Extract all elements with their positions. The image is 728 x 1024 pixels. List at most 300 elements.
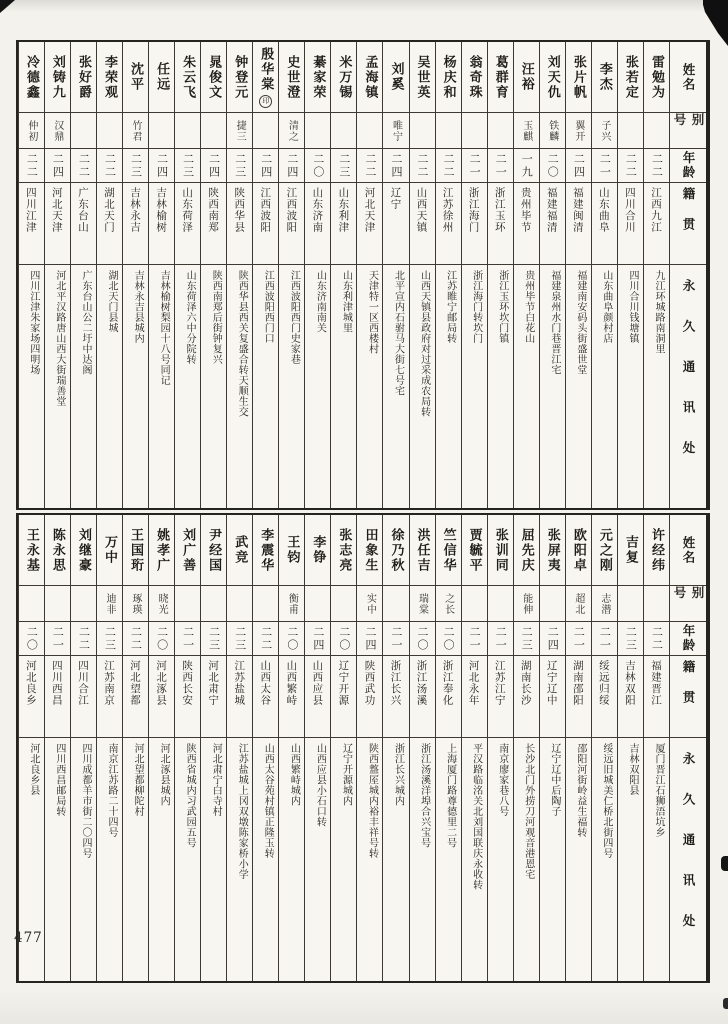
address-cell: 陕西南郑后街钟复兴 (210, 270, 222, 365)
address-cell: 山西太谷苑村镇正隆玉转 (262, 743, 274, 859)
alias-cell (123, 586, 148, 622)
native-place-cell (514, 183, 539, 265)
person-native-place: 江西波阳 (285, 187, 298, 233)
age-cell (514, 149, 539, 183)
age-cell (123, 622, 148, 656)
alias-cell (410, 113, 435, 149)
person-column (70, 42, 96, 508)
person-alias: 超北 (572, 592, 584, 615)
person-column (148, 42, 174, 508)
name-cell (253, 42, 278, 113)
age-cell (123, 149, 148, 183)
name-cell (357, 515, 382, 586)
person-column (539, 42, 565, 508)
person-age: 二三 (207, 625, 221, 652)
person-native-place: 陕西南郑 (207, 187, 220, 233)
person-native-place: 湖南长沙 (519, 660, 532, 706)
native-place-cell (488, 656, 513, 738)
name-cell (383, 42, 408, 113)
person-native-place: 河北涿县 (155, 660, 168, 706)
age-cell (71, 149, 96, 183)
address-cell: 邵阳河街岭益生福转 (574, 743, 586, 838)
age-cell (71, 622, 96, 656)
age-cell (357, 622, 382, 656)
person-name: 王永基 (23, 527, 39, 573)
person-age: 二一 (468, 625, 482, 652)
native-place-cell (357, 656, 382, 738)
address-cell: 山东曲阜颜村店 (600, 270, 612, 344)
address-cell: 四川成都羊市街二〇四号 (79, 743, 91, 859)
person-native-place: 浙江玉环 (493, 187, 506, 233)
row-label-address-text: 永久通讯处 (681, 279, 696, 482)
age-cell (462, 622, 487, 656)
age-cell (253, 622, 278, 656)
person-native-place: 陕西长安 (181, 660, 194, 706)
person-name: 贾毓平 (466, 527, 482, 573)
person-column (643, 515, 669, 981)
seal-mark: 印 (259, 95, 272, 108)
person-age: 二〇 (311, 152, 325, 179)
alias-cell (618, 113, 643, 149)
person-name: 刘继豪 (75, 527, 91, 573)
person-native-place: 四川江津 (24, 187, 37, 233)
person-age: 二一 (494, 625, 508, 652)
person-alias: 汉鼎 (51, 119, 63, 142)
person-name: 武竞 (232, 535, 248, 565)
person-column (304, 42, 330, 508)
address-cell: 河北肃宁白寺村 (210, 743, 222, 817)
person-column (18, 515, 44, 981)
person-alias: 子兴 (598, 119, 610, 142)
alias-cell (566, 586, 591, 622)
alias-cell (644, 113, 669, 149)
name-cell (123, 42, 148, 113)
person-native-place: 江苏江宁 (493, 660, 506, 706)
person-column (643, 42, 669, 508)
person-name: 王钧 (284, 535, 300, 565)
person-age: 二三 (624, 625, 638, 652)
age-cell (410, 149, 435, 183)
row-label-column (669, 42, 706, 508)
person-age: 二二 (129, 625, 143, 652)
age-cell (644, 622, 669, 656)
person-name: 钟登元 (232, 54, 248, 100)
alias-cell (305, 586, 330, 622)
person-native-place: 江苏南京 (102, 660, 115, 706)
person-age: 二一 (390, 625, 403, 652)
row-label-address (670, 265, 706, 508)
person-native-place: 辽宁开源 (337, 660, 350, 706)
native-place-cell (618, 656, 643, 738)
address-cell: 厦门晋江石狮浯坑乡 (653, 743, 664, 838)
person-native-place: 吉林双阳 (623, 660, 636, 706)
person-column (174, 515, 200, 981)
person-column (409, 515, 435, 981)
address-cell: 河北涿县城内 (158, 743, 170, 806)
row-label-age (670, 622, 706, 656)
alias-cell (71, 113, 96, 149)
person-age: 二二 (103, 152, 117, 179)
address-cell: 辽宁开源城内 (340, 743, 352, 806)
person-native-place: 陕西武功 (363, 660, 376, 706)
scan-artifact-top-left (0, 0, 15, 13)
alias-cell (436, 113, 461, 149)
name-cell (227, 515, 252, 586)
person-alias: 唯宁 (390, 119, 402, 142)
row-label-native-text: 籍贯 (681, 660, 696, 721)
name-cell (175, 42, 200, 113)
person-alias: 琢瑛 (130, 592, 142, 615)
alias-cell (462, 586, 487, 622)
person-age: 二四 (285, 152, 299, 179)
native-place-cell (123, 183, 148, 265)
person-column (96, 42, 122, 508)
name-cell (592, 515, 617, 586)
native-place-cell (305, 656, 330, 738)
person-native-place: 河北望都 (129, 660, 142, 706)
person-age: 二二 (363, 152, 377, 179)
person-age: 二〇 (285, 625, 299, 652)
person-name: 史世澄 (284, 54, 300, 100)
person-age: 二二 (650, 152, 664, 179)
address-cell: 山西繁峙城内 (288, 743, 300, 806)
native-place-cell (540, 656, 565, 738)
age-cell (305, 622, 330, 656)
native-place-cell (357, 183, 382, 265)
address-cell: 吉林双阳县 (626, 743, 638, 796)
address-cell: 四川合川钱塘镇 (626, 270, 638, 344)
age-cell (97, 149, 122, 183)
age-cell (644, 149, 669, 183)
native-place-cell (644, 656, 669, 738)
alias-cell (357, 586, 382, 622)
person-age: 二四 (390, 152, 403, 179)
native-place-cell (45, 183, 70, 265)
person-native-place: 江苏盐城 (233, 660, 246, 706)
age-cell (305, 149, 330, 183)
name-cell (436, 515, 461, 586)
age-cell (331, 149, 356, 183)
name-cell (410, 42, 435, 113)
address-cell: 陕西华县西关复盛合转天顺生交 (236, 270, 248, 417)
address-cell: 山西应县小石口转 (314, 743, 326, 827)
row-label-alias (670, 586, 706, 622)
person-age: 二二 (77, 625, 91, 652)
person-column (226, 42, 252, 508)
address-cell: 南京江苏路二十四号 (106, 743, 118, 838)
native-place-cell (644, 183, 669, 265)
age-cell (201, 149, 226, 183)
person-column (44, 515, 70, 981)
name-cell (123, 515, 148, 586)
page-number: 477 (14, 930, 43, 946)
person-native-place: 山西太谷 (259, 660, 272, 706)
person-name: 元之刚 (596, 527, 612, 573)
alias-cell (175, 113, 200, 149)
address-cell: 山东荷泽六中分院转 (184, 270, 196, 365)
person-age: 二一 (598, 152, 612, 179)
row-label-native-text: 籍贯 (681, 187, 696, 248)
person-column (617, 42, 643, 508)
person-alias: 捷三 (234, 119, 246, 142)
person-name: 孟海镇 (362, 54, 378, 100)
person-column (278, 42, 304, 508)
native-place-cell (305, 183, 330, 265)
name-cell (592, 42, 617, 113)
address-cell: 浙江汤溪洋埠合兴宝号 (418, 743, 430, 848)
age-cell (618, 622, 643, 656)
row-label-alias-text: 别号 (672, 113, 705, 132)
alias-cell (592, 113, 617, 149)
name-cell (279, 515, 304, 586)
person-column (382, 515, 408, 981)
age-cell (45, 149, 70, 183)
person-alias: 迪非 (103, 592, 115, 615)
person-native-place: 山东济南 (311, 187, 324, 233)
person-name: 洪任吉 (414, 527, 430, 573)
native-place-cell (331, 656, 356, 738)
name-cell (71, 42, 96, 113)
person-column (617, 515, 643, 981)
native-place-cell (592, 183, 617, 265)
person-age: 二三 (233, 625, 247, 652)
address-cell: 浙江长兴城内 (392, 743, 404, 806)
name-cell (331, 42, 356, 113)
age-cell (592, 149, 617, 183)
person-native-place: 四川西昌 (50, 660, 63, 706)
person-columns-top (18, 42, 669, 508)
age-cell (514, 622, 539, 656)
native-place-cell (462, 183, 487, 265)
address-cell: 福建南安码头街盛世堂 (574, 270, 586, 375)
person-column (565, 515, 591, 981)
native-place-cell (436, 183, 461, 265)
native-place-cell (540, 183, 565, 265)
row-label-alias (670, 113, 706, 149)
person-age: 二三 (129, 152, 143, 179)
person-native-place: 山东曲阜 (597, 187, 610, 233)
name-cell (488, 515, 513, 586)
name-cell (279, 42, 304, 113)
age-cell (279, 149, 304, 183)
name-cell (644, 42, 669, 113)
person-age: 二〇 (416, 625, 430, 652)
person-age: 二〇 (337, 625, 351, 652)
person-native-place: 河北良乡 (24, 660, 37, 706)
person-native-place: 浙江海门 (467, 187, 480, 233)
person-name: 张志亮 (336, 527, 352, 573)
person-native-place: 福建晋江 (649, 660, 662, 706)
person-column (539, 515, 565, 981)
address-cell: 河北良乡县 (27, 743, 39, 796)
row-label-name (670, 515, 706, 586)
person-name: 许经纬 (648, 527, 664, 573)
person-name: 徐乃秋 (388, 527, 404, 573)
person-name: 米万锡 (336, 54, 352, 100)
row-label-age-text: 年龄 (681, 151, 696, 180)
person-native-place: 河北天津 (50, 187, 63, 233)
native-place-cell (45, 656, 70, 738)
alias-cell (488, 113, 513, 149)
native-place-cell (279, 183, 304, 265)
alias-cell (279, 113, 304, 149)
alias-cell (514, 586, 539, 622)
row-label-address (670, 738, 706, 981)
person-age: 二二 (77, 152, 91, 179)
alias-cell (592, 586, 617, 622)
person-age: 二四 (259, 152, 273, 179)
native-place-cell (201, 183, 226, 265)
age-cell (566, 149, 591, 183)
address-cell: 湖北天门县城 (106, 270, 118, 333)
person-native-place: 河北永年 (467, 660, 480, 706)
person-column (330, 515, 356, 981)
person-name: 任远 (154, 62, 170, 92)
person-native-place: 山东荷泽 (181, 187, 194, 233)
native-place-cell (123, 656, 148, 738)
alias-cell (331, 586, 356, 622)
name-cell (514, 42, 539, 113)
native-place-cell (227, 656, 252, 738)
person-name: 冷德鑫 (23, 54, 39, 100)
person-native-place: 陕西华县 (233, 187, 246, 233)
alias-cell (566, 113, 591, 149)
person-column (18, 42, 44, 508)
native-place-cell (175, 656, 200, 738)
person-age: 二四 (207, 152, 221, 179)
name-cell (201, 515, 226, 586)
name-cell (566, 42, 591, 113)
alias-cell (201, 586, 226, 622)
name-cell (462, 515, 487, 586)
directory-page (16, 40, 710, 983)
address-cell: 平汉路临洺关北刘国联庆永收转 (470, 743, 482, 890)
address-cell: 南京廖家巷八号 (496, 743, 508, 817)
person-name: 葛群育 (492, 54, 508, 100)
roster-table-bottom (16, 513, 710, 983)
person-columns-bottom (18, 515, 669, 981)
address-cell: 吉林榆树梨园十八号同记 (158, 270, 170, 386)
person-alias: 玉麒 (520, 119, 532, 142)
age-cell (592, 622, 617, 656)
person-alias: 瑞棠 (416, 592, 428, 615)
row-label-age (670, 149, 706, 183)
person-column (382, 42, 408, 508)
age-cell (279, 622, 304, 656)
name-cell (540, 515, 565, 586)
age-cell (383, 622, 408, 656)
alias-cell (410, 586, 435, 622)
alias-cell (357, 113, 382, 149)
person-native-place: 福建闽清 (571, 187, 584, 233)
name-cell (618, 515, 643, 586)
alias-cell (279, 586, 304, 622)
address-cell: 江西波阳西门史家巷 (288, 270, 300, 365)
address-cell: 北平宣内石驸马大街七号宅 (392, 270, 404, 396)
person-age: 二二 (624, 152, 638, 179)
name-cell (331, 515, 356, 586)
person-alias: 翼开 (572, 119, 584, 142)
person-alias: 竹君 (130, 119, 142, 142)
person-name: 张训同 (492, 527, 508, 573)
native-place-cell (253, 183, 278, 265)
person-column (122, 42, 148, 508)
name-cell (436, 42, 461, 113)
address-cell: 陕西省城内习武园五号 (184, 743, 196, 848)
native-place-cell (331, 183, 356, 265)
row-label-age-text: 年龄 (681, 624, 696, 653)
person-native-place: 江西波阳 (259, 187, 272, 233)
alias-cell (331, 113, 356, 149)
person-native-place: 绥远归绥 (597, 660, 610, 706)
address-cell: 浙江海门转坎门 (470, 270, 482, 344)
person-alias: 实中 (364, 592, 376, 615)
person-name: 刘奚 (388, 62, 404, 92)
address-cell: 天津特一区西楼村 (366, 270, 378, 354)
roster-table-top (16, 40, 710, 510)
person-name: 田象生 (362, 527, 378, 573)
person-name: 李铮 (310, 535, 326, 565)
person-column (96, 515, 122, 981)
person-column (461, 42, 487, 508)
person-column (591, 42, 617, 508)
alias-cell (201, 113, 226, 149)
alias-cell (123, 113, 148, 149)
person-age: 二三 (337, 152, 351, 179)
address-cell: 陕西盩厔城内裕丰祥号转 (366, 743, 378, 859)
age-cell (175, 622, 200, 656)
name-cell (19, 515, 44, 586)
person-column (356, 515, 382, 981)
person-native-place: 山西应县 (311, 660, 324, 706)
person-age: 二四 (155, 152, 169, 179)
name-cell (149, 515, 174, 586)
person-column (409, 42, 435, 508)
alias-cell (540, 586, 565, 622)
age-cell (436, 622, 461, 656)
person-column (591, 515, 617, 981)
person-column (252, 515, 278, 981)
person-native-place: 四川合川 (623, 187, 636, 233)
alias-cell (305, 113, 330, 149)
person-native-place: 山西天镇 (415, 187, 428, 233)
person-alias: 清之 (286, 119, 298, 142)
person-native-place: 湖南邵阳 (571, 660, 584, 706)
name-cell (618, 42, 643, 113)
person-age: 二三 (520, 625, 534, 652)
address-cell: 山东济南南关 (314, 270, 326, 333)
alias-cell (383, 113, 408, 149)
scan-artifact-bottom-right (723, 998, 728, 1009)
person-name: 雷勉为 (648, 54, 664, 100)
person-name: 尹经国 (206, 527, 222, 573)
person-name: 吉复 (622, 535, 638, 565)
age-cell (383, 149, 408, 183)
native-place-cell (149, 183, 174, 265)
address-cell: 辽宁辽中后陶子 (548, 743, 560, 817)
address-cell: 江西波阳西门口 (262, 270, 274, 344)
native-place-cell (149, 656, 174, 738)
row-label-name-text: 姓名 (681, 535, 696, 565)
person-column (226, 515, 252, 981)
person-column (330, 42, 356, 508)
person-column (122, 515, 148, 981)
row-label-address-text: 永久通讯处 (681, 752, 696, 955)
person-native-place: 辽宁辽中 (545, 660, 558, 706)
name-cell (566, 515, 591, 586)
person-column (356, 42, 382, 508)
person-age: 二四 (311, 625, 325, 652)
